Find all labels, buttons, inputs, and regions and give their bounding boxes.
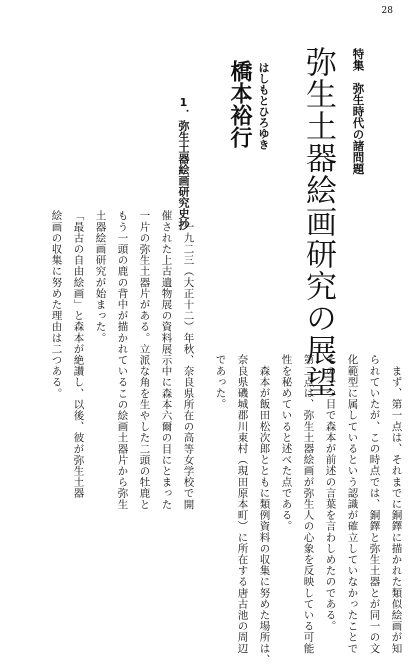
author-name: 橋本裕行 [227,60,252,148]
body-line: 土器絵画研究が始まった。 [94,210,107,344]
series-label: 特集 弥生時代の諸問題 [351,48,366,175]
body-line: 第二点は、弥生土器絵画が弥生人の心象を反映している可能 [302,354,315,654]
body-line: であった。 [214,354,227,410]
body-line: 奈良県磯城郡川東村（現田原本町）に所在する唐古池の周辺 [236,354,249,654]
body-line: 「最古の自由絵画」と森本が絶讃し、以後、彼が弥生土器 [72,210,85,499]
body-line: もう一頭の鹿の背中が描かれているこの絵画土器片から弥生 [116,210,129,510]
body-line: 森本が飯田松次郎とともに類例資料の収集に努めた場所は、 [258,354,271,665]
section-heading: 1．弥生土器絵画研究史抄 [177,96,190,230]
article-title: 弥生土器絵画研究の展望 [300,46,336,398]
page-number: 28 [381,6,393,16]
body-line: 一九二三（大正十二）年秋、奈良県所在の高等女学校で開 [182,210,195,510]
body-line: 催された上古遺物展の資料展示中に森本六爾の目にとまった [160,210,173,510]
body-line: 一片の弥生土器片がある。立派な角を生やした二頭の牡鹿と [138,210,151,510]
body-line: その一つ目で森本が前述の言葉を言わしめたのである。 [324,354,337,632]
body-line: 絵画の収集に努めた理由は二つある。 [50,210,63,399]
body-line: 化範型に属しているという認識が確立していなかったことで [346,354,359,654]
body-line: 性を秘めていると述べた点である。 [280,354,293,532]
body-line: まず、第一点は、それまでに銅鐸に描かれた類似絵画が知 [390,354,403,654]
author-ruby: はしもとひろゆき [257,62,270,150]
body-line: られていたが、この時点では、銅鐸と弥生土器とが同一の文 [368,354,381,654]
